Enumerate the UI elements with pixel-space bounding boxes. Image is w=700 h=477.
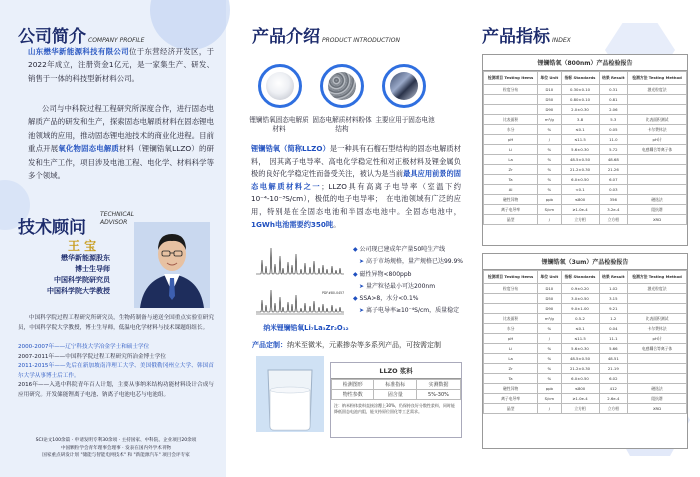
table-row xyxy=(484,205,687,215)
bullet-item: ◆ SSA>8，水分<0.1% xyxy=(353,295,419,303)
table-cell: ≤800 xyxy=(561,384,599,394)
timeline-item: 2016年——入选中科院青年百人计划，主要从事纳米结构功能材料设计合成与应用研究。开发储能锂离子电池、钠离子电池电芯与电池组。 xyxy=(18,382,214,398)
table-cell: 21.19 xyxy=(599,364,628,374)
table-row xyxy=(484,195,687,205)
table-cell: 5.6±0.30 xyxy=(561,344,599,354)
table-cell: 水分 xyxy=(484,125,538,135)
table-cell: pH xyxy=(484,135,538,145)
table-cell xyxy=(628,304,687,314)
table-cell: ≤0.1 xyxy=(561,324,599,334)
table-cell: 6.07 xyxy=(599,175,628,185)
slurry-beaker-image xyxy=(256,356,324,432)
xrd-pattern-chart xyxy=(252,238,348,318)
table-row xyxy=(484,215,687,225)
table-cell: Zr xyxy=(484,165,538,175)
table-row xyxy=(484,364,687,374)
table-cell xyxy=(484,105,538,115)
product-image-microstructure xyxy=(320,64,364,108)
table-row xyxy=(484,125,687,135)
table-cell: 356 xyxy=(599,195,628,205)
table-row xyxy=(484,354,687,364)
table-row xyxy=(484,105,687,115)
table-header-cell: 结果 Result xyxy=(599,72,628,85)
product-image-battery xyxy=(382,64,426,108)
table-cell: 3.2e-4 xyxy=(599,205,628,215)
table-row xyxy=(484,284,687,294)
table-cell: ≤0.1 xyxy=(561,125,599,135)
table-header-cell: 检测项目 Testing Items xyxy=(484,72,538,85)
table-cell: 0.31 xyxy=(599,85,628,95)
table-cell: La xyxy=(484,354,538,364)
product-title: 产品介绍 PRODUCT INTRODUCTION xyxy=(252,27,400,47)
table-cell: 粒度分布 xyxy=(484,284,538,294)
table-cell xyxy=(628,185,687,195)
table-cell: 阻抗谱 xyxy=(628,394,687,404)
table-cell: XRD xyxy=(628,215,687,225)
table-cell: 卡尔费休法 xyxy=(628,324,687,334)
table-cell: 2.6e-4 xyxy=(599,394,628,404)
inspection-table-800nm xyxy=(482,54,688,246)
table-row xyxy=(484,145,687,155)
table-cell: 6.0±0.50 xyxy=(561,175,599,185)
table-row xyxy=(484,155,687,165)
table-cell: 48.5±0.50 xyxy=(561,354,599,364)
advisor-photo xyxy=(134,222,210,308)
table-cell: % xyxy=(538,324,561,334)
xrd-label: PDF#80-0457 xyxy=(322,291,345,295)
table-cell: ≤11.5 xyxy=(561,135,599,145)
table-cell: S/cm xyxy=(538,394,561,404)
advisor-achievements xyxy=(18,437,214,460)
table-cell xyxy=(628,165,687,175)
table-row xyxy=(484,165,687,175)
table-cell: 2.06 xyxy=(599,105,628,115)
table-row xyxy=(484,384,687,394)
table-cell xyxy=(484,95,538,105)
table-cell: XRD xyxy=(628,404,687,414)
table-cell: 48.5±0.50 xyxy=(561,155,599,165)
table-cell: S/cm xyxy=(538,205,561,215)
table-row xyxy=(484,304,687,314)
achievement-line: 中国颗粒学会青年理事会理事 · 发表在国内外学术刊物 xyxy=(60,445,172,451)
table-cell: 5.72 xyxy=(599,145,628,155)
table-cell: 21.26 xyxy=(599,165,628,175)
bullet-item: ➤ 高于市场规格，量产规格已达99.9% xyxy=(359,258,463,266)
table-cell: Al xyxy=(484,185,538,195)
table-cell xyxy=(628,155,687,165)
table-cell: 比表面积测试 xyxy=(628,314,687,324)
xrd-caption: 纳米锂镧锆氧Li₇La₃Zr₂O₁₂ xyxy=(263,324,349,332)
table-cell: 比表面积 xyxy=(484,115,538,125)
table-cell: 卡尔费休法 xyxy=(628,125,687,135)
advisor-role: 中国科学院大学教授 xyxy=(47,287,110,295)
table-title: 锂镧锆氧（800nm）产品检验报告 xyxy=(483,55,687,71)
advisor-subtitle: TECHNICAL ADVISOR xyxy=(100,211,135,226)
table-row xyxy=(484,334,687,344)
product-image-caption: 主要应用于固态电池 xyxy=(375,116,435,124)
advisor-role: 博士生导师 xyxy=(75,265,110,273)
table-cell: 6.0±0.50 xyxy=(561,374,599,384)
table-cell: / xyxy=(538,404,561,414)
table-cell: 激光粒度法 xyxy=(628,284,687,294)
table-row xyxy=(484,314,687,324)
table-cell: 磁性异物 xyxy=(484,384,538,394)
advisor-title: 技术顾问 xyxy=(18,218,86,238)
table-row xyxy=(484,185,687,195)
timeline-item: 2007-2011年——中国科学院过程工程研究所冶金博士学位 xyxy=(18,353,166,360)
product-bullets xyxy=(353,244,463,318)
table-cell: Zr xyxy=(484,364,538,374)
table-cell: 水分 xyxy=(484,324,538,334)
table-cell: D10 xyxy=(538,284,561,294)
bullet-item: ➤ 量产粒径最小可达200nm xyxy=(359,282,436,290)
table-cell: 0.80±0.10 xyxy=(561,95,599,105)
table-title: 锂镧锆氧（3um）产品检验报告 xyxy=(483,254,687,270)
llzo-header: 实测数据 xyxy=(416,380,460,390)
table-cell: 0.05 xyxy=(599,125,628,135)
table-header-cell: 单位 Unit xyxy=(538,72,561,85)
inspection-table-3um xyxy=(482,253,688,449)
table-cell: % xyxy=(538,344,561,354)
table-cell: 5.66 xyxy=(599,344,628,354)
table-cell xyxy=(628,105,687,115)
table-cell: Li xyxy=(484,344,538,354)
llzo-header: 检测图形 xyxy=(332,380,374,390)
table-row xyxy=(484,135,687,145)
table-cell: % xyxy=(538,145,561,155)
table-cell: 3-8 xyxy=(561,115,599,125)
table-cell: 1.02 xyxy=(599,284,628,294)
table-cell: 离子电导率 xyxy=(484,205,538,215)
table-cell: 离子电导率 xyxy=(484,394,538,404)
table-cell: 6.02 xyxy=(599,374,628,384)
table-cell: m²/g xyxy=(538,314,561,324)
table-cell: 5.6±0.30 xyxy=(561,145,599,155)
bullet-item: ◆ 公司现已建成年产量50吨生产线 xyxy=(353,246,446,253)
table-cell: 3.15 xyxy=(599,294,628,304)
table-cell: 21.2±0.30 xyxy=(561,364,599,374)
table-cell: 电感耦合等离子体 xyxy=(628,344,687,354)
table-cell: % xyxy=(538,155,561,165)
table-row xyxy=(484,95,687,105)
advisor-roles xyxy=(30,253,110,297)
table-cell: Ta xyxy=(484,175,538,185)
custom-line: 产品定制：纳米至微米，元素掺杂等多系列产品，可按需定制 xyxy=(252,341,441,349)
table-row xyxy=(484,374,687,384)
product-image-caption: 固态电解质材料粉体结构 xyxy=(312,116,372,133)
table-cell xyxy=(628,175,687,185)
table-cell: 9.21 xyxy=(599,304,628,314)
table-cell: % xyxy=(538,354,561,364)
table-cell: 立方相 xyxy=(599,215,628,225)
table-row xyxy=(484,324,687,334)
table-cell: ≤800 xyxy=(561,195,599,205)
company-title: 公司简介 COMPANY PROFILE xyxy=(18,27,145,47)
table-header-cell: 检测方法 Testing Method xyxy=(628,271,687,284)
table-cell: D50 xyxy=(538,95,561,105)
table-cell: 磁选法 xyxy=(628,384,687,394)
advisor-name: 王 宝 xyxy=(68,239,97,253)
table-cell: D10 xyxy=(538,85,561,95)
table-cell: ppb xyxy=(538,195,561,205)
table-cell: pH xyxy=(484,334,538,344)
table-cell: D90 xyxy=(538,105,561,115)
llzo-cell: 物性参数 xyxy=(332,390,374,400)
table-header-cell: 指标 Standards xyxy=(561,271,599,284)
table-cell: % xyxy=(538,374,561,384)
table-cell: 0.5-2 xyxy=(561,314,599,324)
table-cell: / xyxy=(538,215,561,225)
table-cell: 48.51 xyxy=(599,354,628,364)
table-cell: 412 xyxy=(599,384,628,394)
table-cell: 0.03 xyxy=(599,185,628,195)
table-header-cell: 指标 Standards xyxy=(561,72,599,85)
product-description: 锂镧锆氧（简称LLZO）是一种具有石榴石型结构的固态电解质材料， 因其离子电导率、高电化学稳定性和对正极材料及锂金属负极的良好化学稳定性而备受关注，被认为是当前最具应用前景的固态电解质材料之一；LLZO具有高离子电导率（室温下约10⁻⁴-10⁻³S/cm），极低的电子电导率； 在电池领域有广泛的应用，特别是在全固态电池和半固态电池中。全固态电池中，1GWh电池需要约350吨。 xyxy=(251,144,461,229)
product-image-caption: 锂镧锆氧固态电解质材料 xyxy=(249,116,309,133)
table-cell: 21.2±0.30 xyxy=(561,165,599,175)
table-cell: % xyxy=(538,125,561,135)
timeline-item: 2000-2007年——辽宁科技大学冶金学士和硕士学位 xyxy=(18,344,150,350)
table-cell: 9.0±1.00 xyxy=(561,304,599,314)
table-cell: 11.0 xyxy=(599,135,628,145)
achievement-line: SCI论文100余篇 · 申请发明专利30余项 · 主持国家、中科院、企业项目20余项 xyxy=(35,438,197,443)
table-row xyxy=(484,394,687,404)
table-cell: 立方相 xyxy=(561,404,599,414)
table-cell xyxy=(628,95,687,105)
table-cell xyxy=(484,304,538,314)
table-cell: m²/g xyxy=(538,115,561,125)
table-cell: 电感耦合等离子体 xyxy=(628,145,687,155)
table-cell: Ta xyxy=(484,374,538,384)
table-row xyxy=(484,85,687,95)
table-cell: 磁选法 xyxy=(628,195,687,205)
table-cell: ≥1.0e-4 xyxy=(561,394,599,404)
table-row xyxy=(484,344,687,354)
table-cell xyxy=(628,294,687,304)
table-cell: 3.0±0.50 xyxy=(561,294,599,304)
table-cell: 0.9±0.20 xyxy=(561,284,599,294)
company-paragraph-2: 公司与中科院过程工程研究所深度合作，进行固态电解质产品的研发和生产，探索固态电解质材料在固态锂电池领域的应用，推动固态锂电池技术的商业化进程。目前重点开展氧化物固态电解质材料（锂镧锆氧LLZO）的研发和生产工作，项目涉及电池工程、电化学、材料科学等多个领域。 xyxy=(28,104,214,181)
table-cell: La xyxy=(484,155,538,165)
product-image-powder xyxy=(258,64,302,108)
advisor-role: 懋华新能源股东 xyxy=(61,254,110,262)
table-cell xyxy=(628,364,687,374)
table-cell: 阻抗谱 xyxy=(628,205,687,215)
table-cell xyxy=(628,374,687,384)
table-cell: 比表面积测试 xyxy=(628,115,687,125)
table-cell: 立方相 xyxy=(599,404,628,414)
table-cell xyxy=(484,294,538,304)
llzo-cell: 固含量 xyxy=(374,390,416,400)
table-header-cell: 检测方法 Testing Method xyxy=(628,72,687,85)
index-title: 产品指标 INDEX xyxy=(482,27,571,47)
table-cell: 5.3 xyxy=(599,115,628,125)
table-header-cell: 结果 Result xyxy=(599,271,628,284)
table-header-cell: 单位 Unit xyxy=(538,271,561,284)
timeline-item: 2011-2015年——先后在新加坡南洋理工大学、美国俄勒冈州立大学、韩国首尔大学从事博士后工作。 xyxy=(18,363,214,379)
table-cell: ≥1.0e-4 xyxy=(561,205,599,215)
table-cell: % xyxy=(538,185,561,195)
table-cell: 0.30±0.10 xyxy=(561,85,599,95)
table-header-cell: 检测项目 Testing Items xyxy=(484,271,538,284)
table-cell: / xyxy=(538,135,561,145)
table-cell: 立方相 xyxy=(561,215,599,225)
table-cell: 0.81 xyxy=(599,95,628,105)
table-cell: 11.1 xyxy=(599,334,628,344)
table-row xyxy=(484,404,687,414)
table-cell: Li xyxy=(484,145,538,155)
llzo-slurry-table xyxy=(330,362,462,438)
table-cell: 0.04 xyxy=(599,324,628,334)
table-cell: % xyxy=(538,165,561,175)
table-cell: % xyxy=(538,175,561,185)
table-cell: 晶型 xyxy=(484,215,538,225)
advisor-bio-intro: 中国科学院过程工程研究所研究员，生物药制备与递送全国重点实验室研究员，中国科学院大学教授，博士生导师，低温电化学材料与技术课题组组长。 xyxy=(18,315,214,331)
table-cell: 晶型 xyxy=(484,404,538,414)
table-cell: 磁性异物 xyxy=(484,195,538,205)
table-cell: ≤11.5 xyxy=(561,334,599,344)
advisor-timeline xyxy=(18,343,214,401)
llzo-header: 标准指标 xyxy=(374,380,416,390)
table-cell: 粒度分布 xyxy=(484,85,538,95)
table-cell: 激光粒度法 xyxy=(628,85,687,95)
table-cell: 2.0±0.30 xyxy=(561,105,599,115)
advisor-role: 中国科学院研究员 xyxy=(54,276,110,284)
company-paragraph-1: 山东懋华新能源科技有限公司位于东营经济开发区，于2022年成立，注册资金1亿元，是一家集生产、研发、销售于一体的科技型新材料公司。 xyxy=(28,47,214,83)
table-cell xyxy=(628,354,687,364)
llzo-cell: 5%-30% xyxy=(416,390,460,400)
table-cell: D50 xyxy=(538,294,561,304)
table-cell: pH计 xyxy=(628,135,687,145)
table-cell: 比表面积 xyxy=(484,314,538,324)
table-row xyxy=(484,294,687,304)
table-cell: pH计 xyxy=(628,334,687,344)
bullet-item: ➤ 离子电导率≥10⁻⁴S/cm，质量稳定 xyxy=(359,307,460,315)
table-cell: / xyxy=(538,334,561,344)
achievement-line: 国家重点研发计划 "储能与智能电网技术" 和 "新能源汽车" 项目会评专家 xyxy=(42,453,190,459)
llzo-table-note: 注：纳米粉体浆料直接涂覆上30%，仍保持良好分散性浆料，同时能降低固态电池内阻，能支持原位固化等工艺需求。 xyxy=(334,403,455,414)
llzo-table-title: LLZO 浆料 xyxy=(331,363,461,379)
table-row xyxy=(484,175,687,185)
table-cell: ppb xyxy=(538,384,561,394)
bullet-item: ◆ 磁性异物<800ppb xyxy=(353,270,412,278)
table-cell: 1.2 xyxy=(599,314,628,324)
table-cell: 48.68 xyxy=(599,155,628,165)
table-cell: % xyxy=(538,364,561,374)
table-cell: D90 xyxy=(538,304,561,314)
table-row xyxy=(484,115,687,125)
table-cell: <0.1 xyxy=(561,185,599,195)
